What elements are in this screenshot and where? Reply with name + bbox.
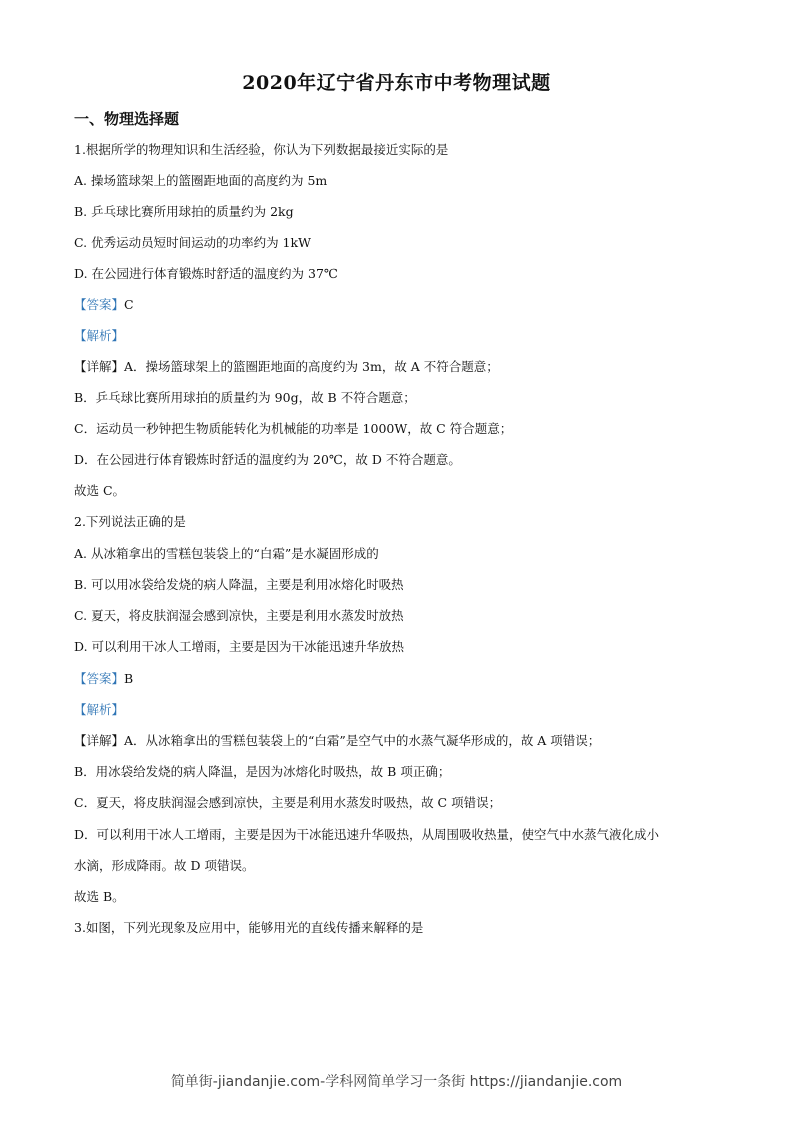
section-heading: 一、物理选择题 [74,110,180,128]
footer-link[interactable]: 简单街-jiandanjie.com-学科网简单学习一条街 https://jiandanjie.com [170,1074,623,1090]
q2-analysis-tag: 【解析】 [74,702,125,717]
answer-tag: 【答案】 [74,297,125,312]
q1-stem: 1.根据所学的物理知识和生活经验，你认为下列数据最接近实际的是 [74,142,449,157]
detail-text: A．从冰箱拿出的雪糕包装袋上的“白霜”是空气中的水蒸气凝华形成的，故 A 项错误； [124,733,601,748]
q1-detail-c: C．运动员一秒钟把生物质能转化为机械能的功率是 1000W，故 C 符合题意； [74,421,513,436]
detail-tag: 【详解】 [74,359,125,374]
q2-detail-b: B．用冰袋给发烧的病人降温，是因为冰熔化时吸热，故 B 项正确； [74,764,451,779]
q3-stem: 3.如图，下列光现象及应用中，能够用光的直线传播来解释的是 [74,920,424,935]
answer-value: B [124,671,134,686]
q1-analysis-tag: 【解析】 [74,328,125,343]
q1-option-a: A. 操场篮球架上的篮圈距地面的高度约为 5m [74,173,328,188]
q2-detail-a [74,733,600,749]
q1-conclusion: 故选 C。 [74,483,126,498]
q1-detail-b: B．乒乓球比赛所用球拍的质量约为 90g，故 B 不符合题意； [74,390,416,405]
q2-detail-d-line1: D．可以利用干冰人工增雨，主要是因为干冰能迅速升华吸热，从周围吸收热量，使空气中水蒸气液化成小 [74,827,660,842]
q2-option-c: C. 夏天，将皮肤润湿会感到凉快，主要是利用水蒸发时放热 [74,608,404,623]
detail-text: A．操场篮球架上的篮圈距地面的高度约为 3m，故 A 不符合题意； [124,359,499,374]
q1-detail-d: D．在公园进行体育锻炼时舒适的温度约为 20℃，故 D 不符合题意。 [74,452,461,467]
q2-detail-d-line2: 水滴，形成降雨。故 D 项错误。 [74,858,255,873]
detail-tag: 【详解】 [74,733,125,748]
q2-detail-c: C．夏天，将皮肤润湿会感到凉快，主要是利用水蒸发时吸热，故 C 项错误； [74,795,502,810]
q1-option-c: C. 优秀运动员短时间运动的功率约为 1kW [74,235,311,250]
q2-stem: 2.下列说法正确的是 [74,514,186,529]
page-title: 2020年辽宁省丹东市中考物理试题 [242,72,551,94]
answer-tag: 【答案】 [74,671,125,686]
q1-answer [74,297,134,313]
q2-option-a: A. 从冰箱拿出的雪糕包装袋上的“白霜”是水凝固形成的 [74,546,379,561]
q1-option-b: B. 乒乓球比赛所用球拍的质量约为 2kg [74,204,294,219]
q1-option-d: D. 在公园进行体育锻炼时舒适的温度约为 37℃ [74,266,338,281]
q2-option-b: B. 可以用冰袋给发烧的病人降温，主要是利用冰熔化时吸热 [74,577,404,592]
q2-answer [74,671,133,687]
q1-detail-a [74,359,499,375]
q2-option-d: D. 可以利用干冰人工增雨，主要是因为干冰能迅速升华放热 [74,639,405,654]
q2-conclusion: 故选 B。 [74,889,125,904]
answer-value: C [124,297,134,312]
